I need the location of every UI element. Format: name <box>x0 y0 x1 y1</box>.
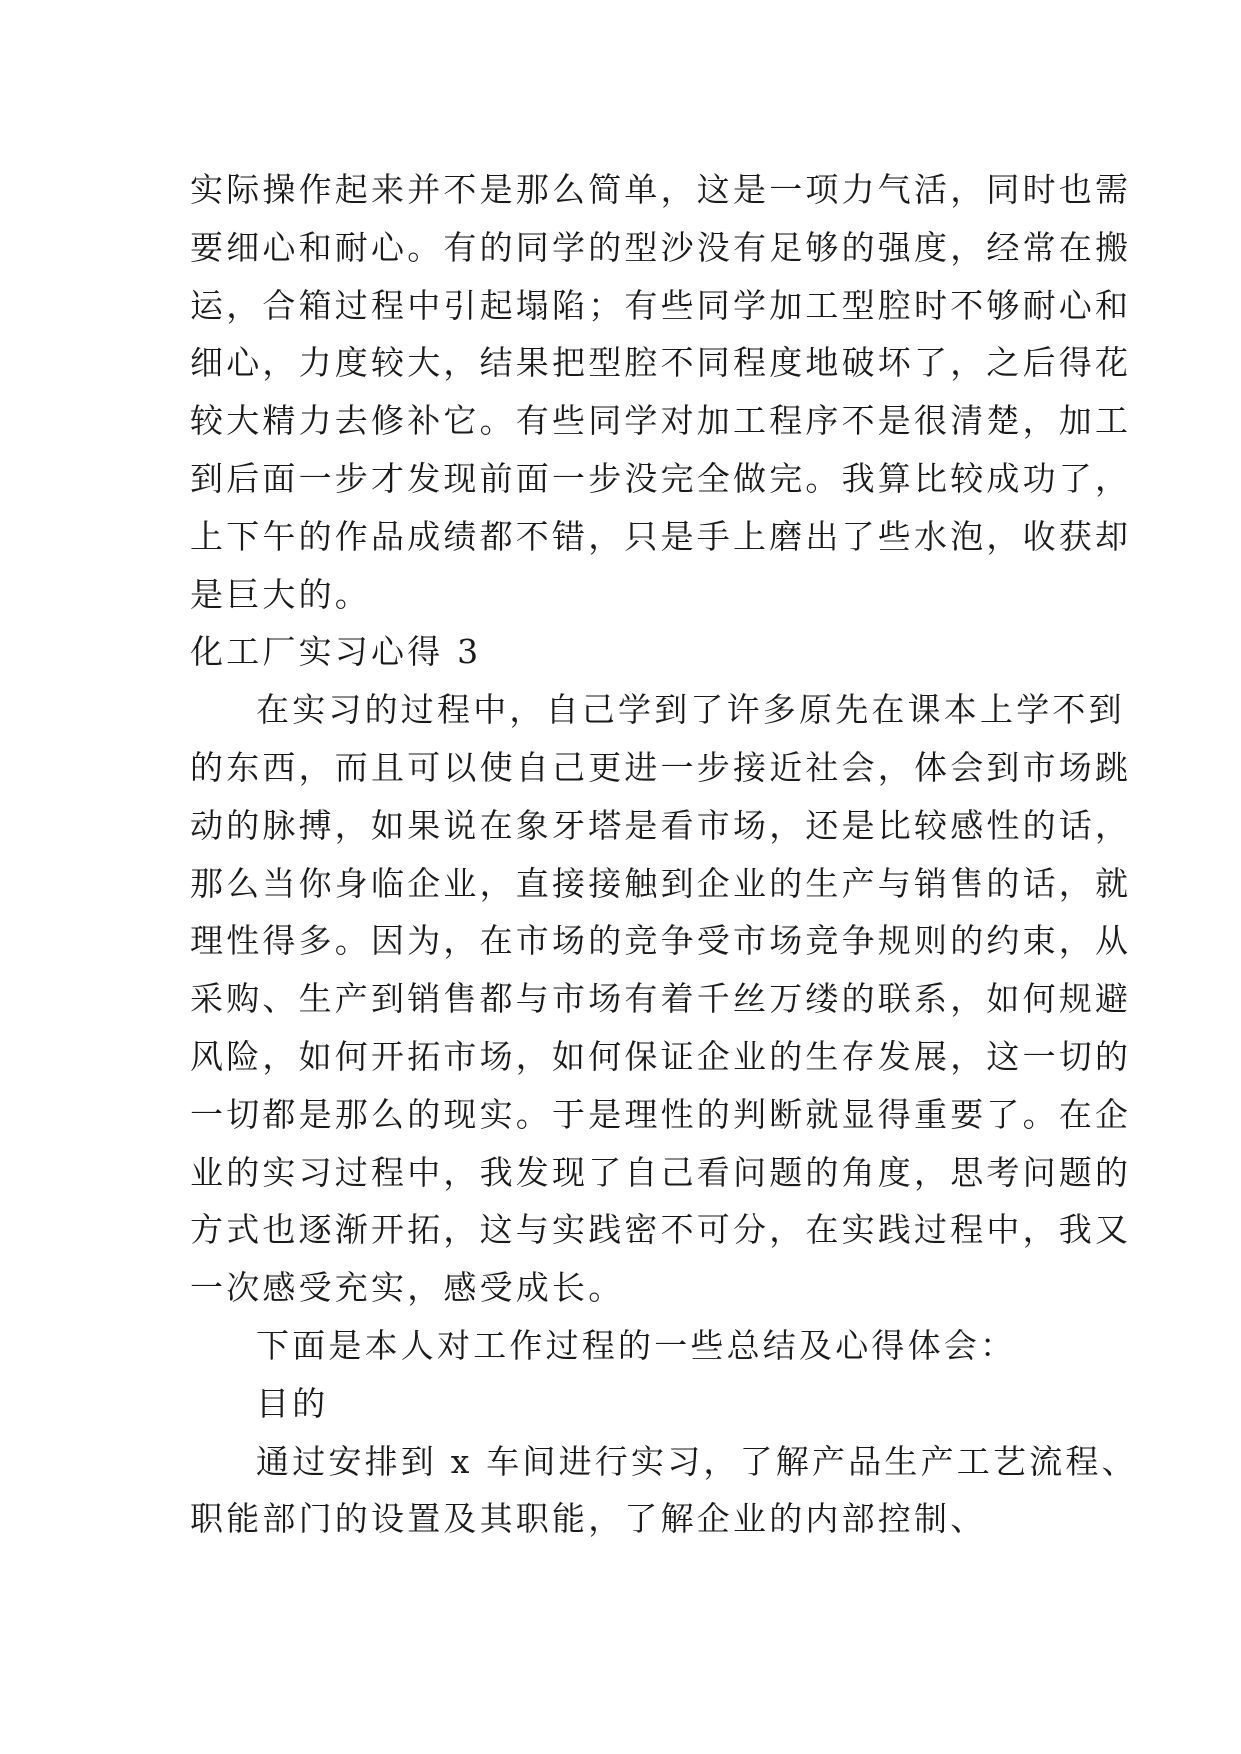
text-line: 要细心和耐心。有的同学的型沙没有足够的强度，经常在搬 <box>190 227 1132 267</box>
text-line: 运，合箱过程中引起塌陷；有些同学加工型腔时不够耐心和 <box>190 285 1132 325</box>
text-line: 一次感受充实，感受成长。 <box>190 1268 625 1308</box>
text-line: 通过安排到 x 车间进行实习，了解产品生产工艺流程、 <box>256 1441 1138 1481</box>
text-line: 采购、生产到销售都与市场有着千丝万缕的联系，如何规避 <box>190 979 1132 1019</box>
text-line: 到后面一步才发现前面一步没完全做完。我算比较成功了， <box>190 458 1132 498</box>
text-line: 风险，如何开拓市场，如何保证企业的生存发展，这一切的 <box>190 1036 1132 1076</box>
text-line: 上下午的作品成绩都不错，只是手上磨出了些水泡，收获却 <box>190 516 1132 556</box>
text-line: 实际操作起来并不是那么简单，这是一项力气活，同时也需 <box>190 170 1132 209</box>
text-line: 动的脉搏，如果说在象牙塔是看市场，还是比较感性的话， <box>190 805 1132 845</box>
text-line: 目的 <box>256 1383 329 1423</box>
text-line: 较大精力去修补它。有些同学对加工程序不是很清楚，加工 <box>190 401 1132 441</box>
text-line: 理性得多。因为，在市场的竞争受市场竞争规则的约束，从 <box>190 921 1132 961</box>
text-line: 那么当你身临企业，直接接触到企业的生产与销售的话，就 <box>190 863 1132 903</box>
text-line: 的东西，而且可以使自己更进一步接近社会，体会到市场跳 <box>190 747 1132 787</box>
text-line: 在实习的过程中，自己学到了许多原先在课本上学不到 <box>256 690 1125 730</box>
text-line: 是巨大的。 <box>190 574 371 614</box>
text-line: 下面是本人对工作过程的一些总结及心得体会： <box>256 1325 1017 1365</box>
text-line: 业的实习过程中，我发现了自己看问题的角度，思考问题的 <box>190 1152 1132 1192</box>
document-body <box>190 161 1138 1548</box>
text-line: 职能部门的设置及其职能，了解企业的内部控制、 <box>190 1499 987 1539</box>
text-line: 化工厂实习心得 3 <box>190 632 482 672</box>
text-line: 方式也逐渐开拓，这与实践密不可分，在实践过程中，我又 <box>190 1210 1132 1250</box>
text-line: 一切都是那么的现实。于是理性的判断就显得重要了。在企 <box>190 1094 1132 1134</box>
text-line: 细心，力度较大，结果把型腔不同程度地破坏了，之后得花 <box>190 343 1132 383</box>
